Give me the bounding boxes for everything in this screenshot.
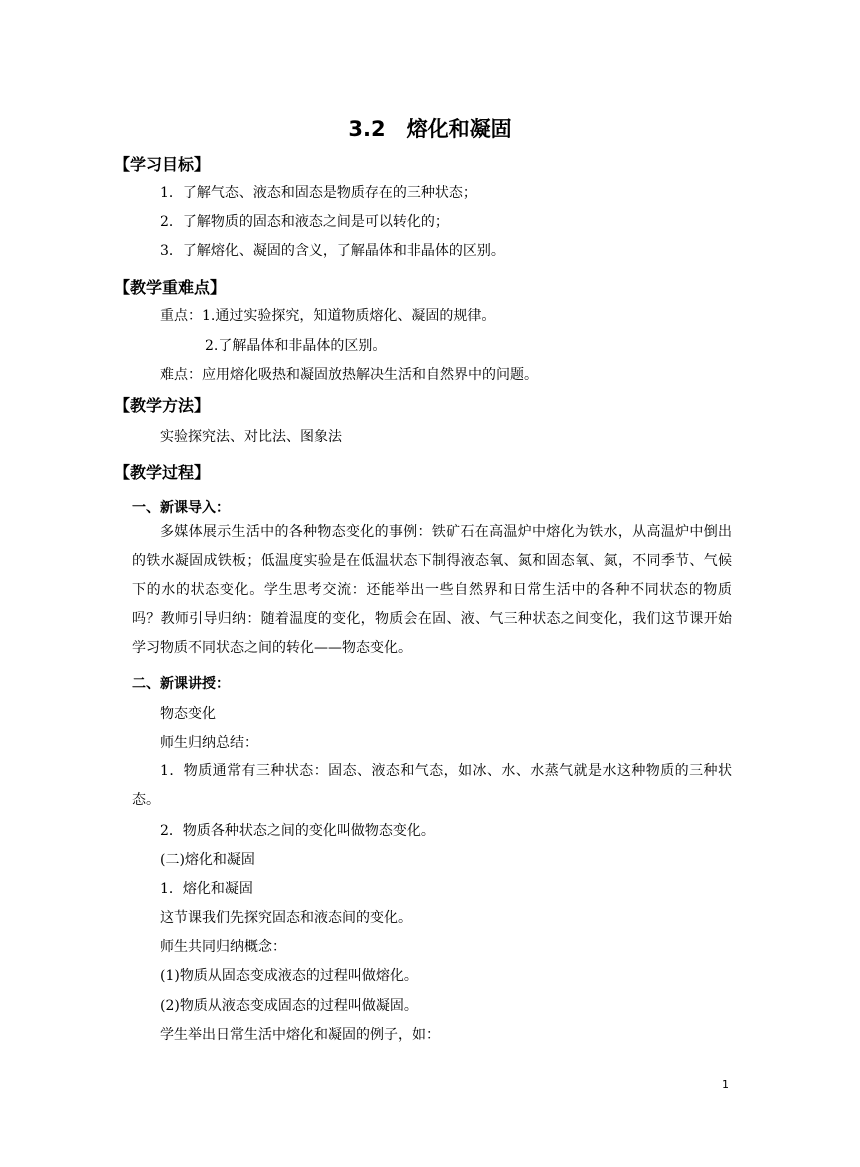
lecture-line-8: 师生共同归纳概念：	[160, 939, 286, 955]
methods-heading: 【教学方法】	[114, 396, 211, 415]
focus-point-2: 2.了解晶体和非晶体的区别。	[205, 338, 387, 354]
objectives-heading: 【学习目标】	[114, 155, 211, 174]
lecture-line-9: (1)物质从固态变成液态的过程叫做熔化。	[160, 968, 418, 984]
focus-point-1: 重点：1.通过实验探究，知道物质熔化、凝固的规律。	[160, 308, 496, 324]
lecture-line-11: 学生举出日常生活中熔化和凝固的例子，如：	[160, 1027, 440, 1043]
process-heading: 【教学过程】	[114, 463, 211, 482]
lecture-line-5: (二)熔化和凝固	[160, 852, 255, 868]
objective-item-3: 3．了解熔化、凝固的含义，了解晶体和非晶体的区别。	[160, 243, 505, 259]
difficulty-point: 难点：应用熔化吸热和凝固放热解决生活和自然界中的问题。	[160, 367, 538, 383]
objective-item-1: 1．了解气态、液态和固态是物质存在的三种状态；	[160, 185, 477, 201]
lecture-line-1: 物态变化	[160, 706, 216, 722]
lecture-line-4: 2．物质各种状态之间的变化叫做物态变化。	[160, 823, 435, 839]
lecture-heading: 二、新课讲授：	[132, 676, 230, 692]
lecture-line-7: 这节课我们先探究固态和液态间的变化。	[160, 910, 412, 926]
lecture-line-10: (2)物质从液态变成固态的过程叫做凝固。	[160, 998, 418, 1014]
lecture-line-3: 1．物质通常有三种状态：固态、液态和气态，如冰、水、水蒸气就是水这种物质的三种状态。	[132, 763, 732, 808]
page-number: 1	[722, 1078, 729, 1091]
objective-item-2: 2．了解物质的固态和液态之间是可以转化的；	[160, 214, 449, 230]
page-title: 3.2 熔化和凝固	[348, 117, 512, 141]
intro-paragraph: 多媒体展示生活中的各种物态变化的事例：铁矿石在高温炉中熔化为铁水，从高温炉中倒出的铁水凝固成铁板；低温度实验是在低温状态下制得液态氧、氮和固态氧、氮，不同季节、气候下的水的状态变化。学生思考交流：还能举出一些自然界和日常生活中的各种不同状态的物质吗？教师引导归纳：随着温度的变化，物质会在固、液、气三种状态之间变化，我们这节课开始学习物质不同状态之间的转化——物态变化。	[132, 524, 732, 656]
lecture-line-2: 师生归纳总结：	[160, 735, 258, 751]
methods-text: 实验探究法、对比法、图象法	[160, 429, 342, 445]
keypoints-heading: 【教学重难点】	[114, 278, 227, 297]
intro-heading: 一、新课导入：	[132, 500, 230, 516]
lecture-line-6: 1．熔化和凝固	[160, 881, 253, 897]
